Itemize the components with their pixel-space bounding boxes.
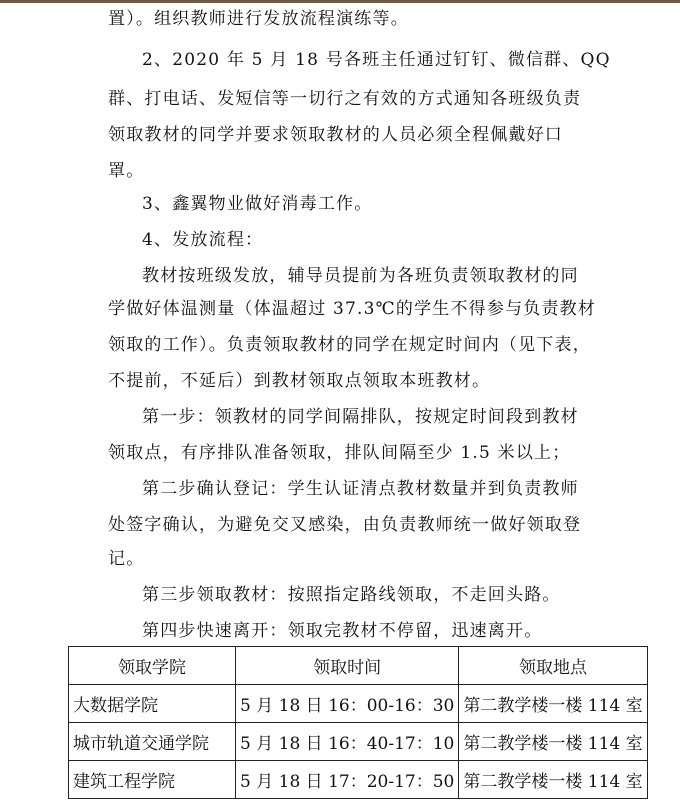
distribution-schedule-table — [68, 646, 648, 799]
cell-location: 第二教学楼一楼 114 室 — [459, 761, 647, 799]
table-row — [69, 685, 648, 723]
header-college: 领取学院 — [69, 647, 236, 685]
header-time: 领取时间 — [236, 647, 459, 685]
paragraph-line: 罩。 — [108, 161, 145, 181]
paragraph-line: 第三步领取教材：按照指定路线领取，不走回头路。 — [142, 585, 561, 605]
cell-college: 大数据学院 — [69, 685, 236, 723]
paragraph-line: 学做好体温测量（体温超过 37.3℃的学生不得参与负责教材 — [108, 299, 597, 319]
paragraph-line: 第一步：领教材的同学间隔排队，按规定时间段到教材 — [142, 407, 579, 427]
cell-time: 5 月 18 日 16：00-16：30 — [236, 685, 459, 723]
cell-location: 第二教学楼一楼 114 室 — [459, 723, 647, 761]
cell-time: 5 月 18 日 16：40-17：10 — [236, 723, 459, 761]
cell-college: 城市轨道交通学院 — [69, 723, 236, 761]
table-row — [69, 723, 648, 761]
paragraph-line: 领取的工作）。负责领取教材的同学在规定时间内（见下表， — [108, 335, 591, 355]
table-row — [69, 761, 648, 799]
paragraph-line: 3、鑫翼物业做好消毒工作。 — [142, 194, 373, 214]
paragraph-line: 4、发放流程： — [142, 230, 264, 250]
paragraph-line: 群、打电话、发短信等一切行之有效的方式通知各班级负责 — [108, 89, 582, 109]
paragraph-line: 不提前，不延后）到教材领取点领取本班教材。 — [108, 371, 491, 391]
cell-location: 第二教学楼一楼 114 室 — [459, 685, 647, 723]
cell-college: 建筑工程学院 — [69, 761, 236, 799]
paragraph-line: 教材按班级发放，辅导员提前为各班负责领取教材的同 — [142, 266, 579, 286]
table-header-row — [69, 647, 648, 685]
paragraph-line: 第四步快速离开：领取完教材不停留，迅速离开。 — [142, 621, 543, 641]
top-border — [0, 0, 680, 3]
paragraph-line: 置）。组织教师进行发放流程演练等。 — [108, 9, 409, 29]
cell-time: 5 月 18 日 17：20-17：50 — [236, 761, 459, 799]
paragraph-line: 领取教材的同学并要求领取教材的人员必须全程佩戴好口 — [108, 125, 563, 145]
paragraph-line: 记。 — [108, 549, 145, 569]
paragraph-line: 第二步确认登记：学生认证清点教材数量并到负责教师 — [142, 479, 579, 499]
paragraph-line: 领取点，有序排队准备领取，排队间隔至少 1.5 米以上； — [108, 443, 571, 463]
header-location: 领取地点 — [459, 647, 647, 685]
paragraph-line: 处签字确认，为避免交叉感染，由负责教师统一做好领取登 — [108, 515, 582, 535]
paragraph-line: 2、2020 年 5 月 18 号各班主任通过钉钉、微信群、QQ — [142, 50, 611, 70]
